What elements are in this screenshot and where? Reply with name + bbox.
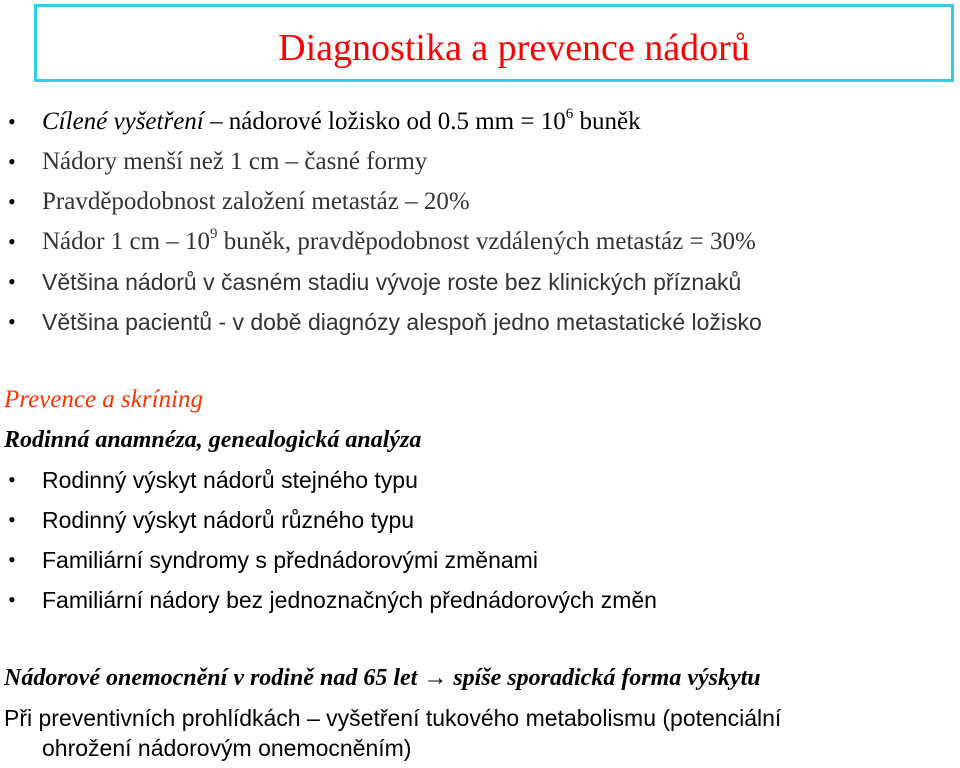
item-text: Pravděpodobnost založení metastáz – 20% bbox=[42, 188, 470, 215]
exponent: 6 bbox=[565, 105, 574, 122]
bullet-icon: • bbox=[8, 109, 16, 134]
section-subheading: Rodinná anamnéza, genealogická analýza bbox=[4, 427, 422, 453]
section-heading: Prevence a skríning bbox=[4, 386, 203, 413]
item-text: Nádor 1 cm – 10 bbox=[42, 228, 211, 255]
bullet-icon: • bbox=[8, 149, 16, 174]
item-text: Familiární nádory bez jednoznačných přednádorových změn bbox=[42, 587, 657, 613]
item-text-end: buněk, pravděpodobnost vzdálených metastáz = 30% bbox=[217, 228, 756, 255]
emphasis-text: Cílené vyšetření bbox=[42, 108, 204, 135]
item-text: Většina pacientů - v době diagnózy alespoň jedno metastatické ložisko bbox=[42, 309, 762, 335]
item-text: Nádory menší než 1 cm – časné formy bbox=[42, 148, 428, 175]
title-box bbox=[34, 4, 954, 82]
bullet-icon: • bbox=[8, 587, 16, 612]
bullet-icon: • bbox=[8, 189, 16, 214]
bullet-icon: • bbox=[8, 547, 16, 572]
bullet-icon: • bbox=[8, 309, 16, 334]
note-left: Nádorové onemocnění v rodině nad 65 let bbox=[4, 665, 418, 691]
footer-note bbox=[4, 663, 761, 693]
note-right: spíše sporadická forma výskytu bbox=[453, 665, 761, 691]
item-text: Familiární syndromy s přednádorovými změnami bbox=[42, 547, 538, 573]
item-text: Rodinný výskyt nádorů různého typu bbox=[42, 507, 415, 533]
bullet-icon: • bbox=[8, 507, 16, 532]
bullet-icon: • bbox=[8, 229, 16, 254]
footer-line: ohrožení nádorovým onemocněním) bbox=[42, 735, 412, 761]
page-title: Diagnostika a prevence nádorů bbox=[278, 27, 750, 69]
item-text-end: buněk bbox=[573, 108, 641, 135]
item-text: Většina nádorů v časném stadiu vývoje roste bez klinických příznaků bbox=[42, 269, 742, 295]
footer-line: Při preventivních prohlídkách – vyšetření tukového metabolismu (potenciální bbox=[4, 705, 782, 731]
item-text: Rodinný výskyt nádorů stejného typu bbox=[42, 467, 418, 493]
bullet-icon: • bbox=[8, 269, 16, 294]
bullet-icon: • bbox=[8, 467, 16, 492]
arrow-right-icon: → bbox=[423, 665, 448, 691]
item-text: – nádorové ložisko od 0.5 mm = 10 bbox=[203, 108, 566, 135]
exponent: 9 bbox=[210, 225, 218, 242]
